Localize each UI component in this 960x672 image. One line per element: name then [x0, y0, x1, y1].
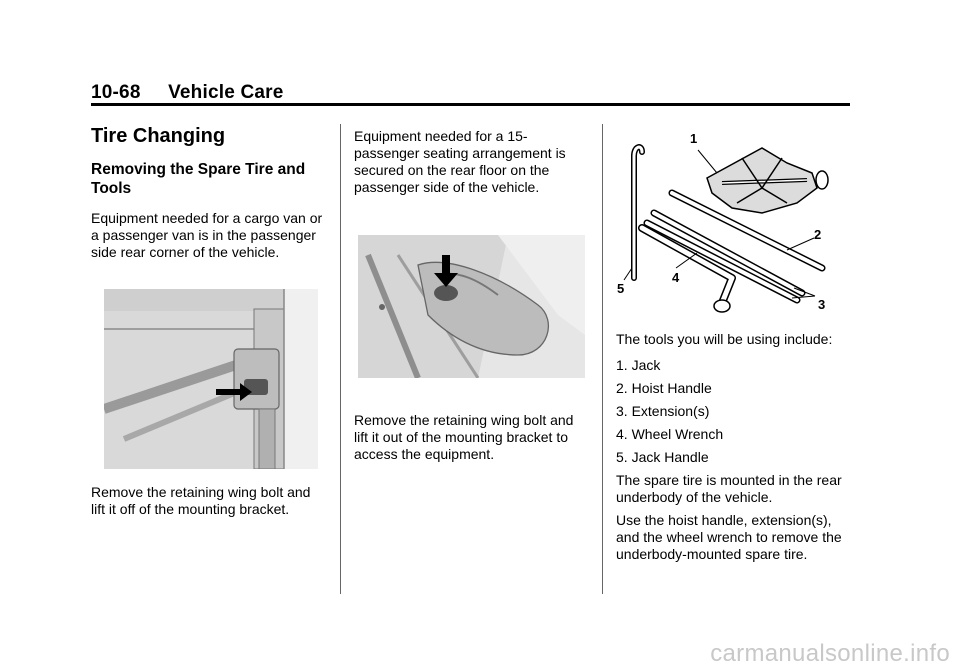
list-number: 2.: [616, 380, 628, 396]
column-3-text: [616, 331, 854, 563]
spare-tire-location: The spare tire is mounted in the rear underbody of the vehicle.: [616, 472, 842, 505]
list-label: Wheel Wrench: [631, 426, 724, 442]
caption-1: Remove the retaining wing bolt and lift it off of the mounting bracket.: [91, 484, 311, 517]
list-item: [616, 357, 854, 374]
list-number: 1.: [616, 357, 628, 373]
page-number: 10-68: [91, 82, 141, 103]
rear-floor-equipment-illustration: [358, 235, 585, 378]
caption-2: Remove the retaining wing bolt and lift it out of the mounting bracket to access the equipment.: [354, 412, 574, 462]
column-1-caption-block: [91, 484, 327, 518]
list-item: [616, 449, 854, 466]
page-header: [91, 82, 284, 104]
column-1: [91, 124, 327, 261]
list-item: [616, 380, 854, 397]
list-number: 4.: [616, 426, 628, 442]
watermark: carmanualsonline.info: [710, 640, 950, 667]
section-title: Vehicle Care: [168, 82, 284, 103]
list-label: Jack: [631, 357, 661, 373]
column-divider: [602, 124, 603, 594]
column-2: [354, 124, 590, 196]
list-label: Extension(s): [631, 403, 710, 419]
callout-5: 5: [617, 281, 625, 296]
callout-3: 3: [818, 297, 826, 312]
callout-4: 4: [672, 270, 680, 285]
callout-1: 1: [690, 131, 698, 146]
header-rule: [91, 103, 850, 106]
list-number: 3.: [616, 403, 628, 419]
list-item: [616, 403, 854, 420]
column-divider: [340, 124, 341, 594]
removal-instructions: Use the hoist handle, extension(s), and the wheel wrench to remove the underbody-mounted spare tire.: [616, 512, 842, 562]
list-label: Jack Handle: [631, 449, 709, 465]
wing-bolt-corner-illustration: [104, 289, 318, 469]
callout-2: 2: [814, 227, 822, 242]
intro-paragraph-2: Equipment needed for a 15-passenger seating arrangement is secured on the rear floor on the passenger side of the vehicle.: [354, 128, 566, 195]
list-item: [616, 426, 854, 443]
intro-paragraph: Equipment needed for a cargo van or a passenger van is in the passenger side rear corner of the vehicle.: [91, 210, 323, 260]
page-title: Tire Changing: [91, 125, 226, 147]
column-2-caption-block: [354, 412, 590, 463]
section-subtitle: Removing the Spare Tire and Tools: [91, 161, 306, 197]
tools-illustration: [612, 128, 838, 318]
list-label: Hoist Handle: [631, 380, 712, 396]
tools-intro: The tools you will be using include:: [616, 331, 833, 347]
list-number: 5.: [616, 449, 628, 465]
